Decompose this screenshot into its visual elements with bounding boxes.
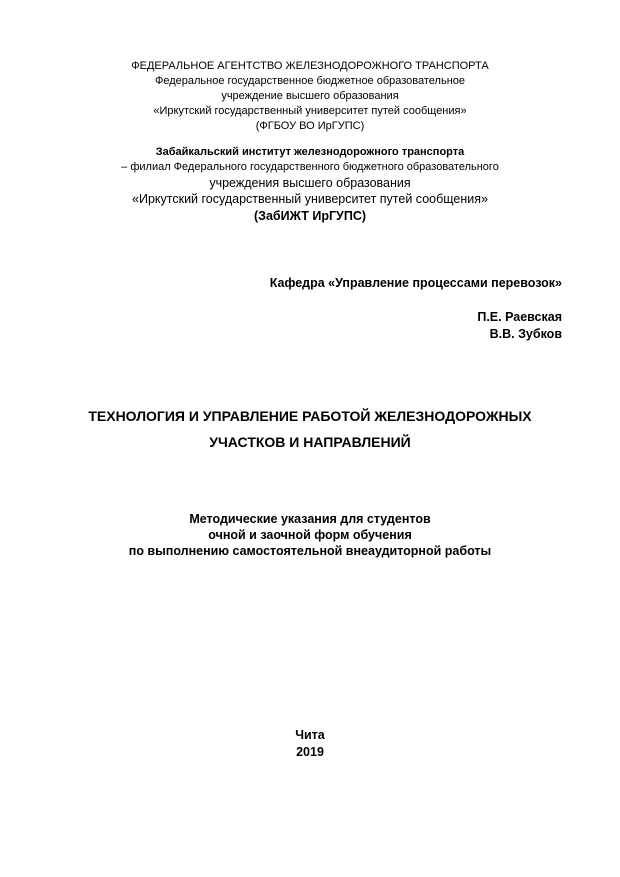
institute-line: – филиал Федерального государственного бюджетного образовательного (121, 161, 499, 173)
institute-line: учреждения высшего образования (209, 176, 411, 190)
institute-title: Забайкальский институт железнодорожного транспорта (155, 146, 465, 158)
department-name: Кафедра «Управление процессами перевозок» (269, 276, 562, 290)
city: Чита (295, 728, 325, 742)
org-type-line: Федеральное государственное бюджетное образовательное (154, 75, 466, 87)
author-name: В.В. Зубков (489, 327, 562, 341)
document-title: ТЕХНОЛОГИЯ И УПРАВЛЕНИЕ РАБОТОЙ ЖЕЛЕЗНОДОРОЖНЫХ (88, 408, 532, 424)
year: 2019 (296, 745, 324, 759)
institute-university: «Иркутский государственный университет путей сообщения» (132, 192, 488, 206)
university-name: «Иркутский государственный университет путей сообщения» (153, 105, 467, 117)
author-name: П.Е. Раевская (477, 310, 562, 324)
document-subtitle: очной и заочной форм обучения (208, 528, 412, 542)
document-subtitle: по выполнению самостоятельной внеаудиторной работы (128, 544, 492, 558)
org-type-line: учреждение высшего образования (221, 90, 399, 102)
university-abbr: (ФГБОУ ВО ИрГУПС) (255, 120, 365, 132)
document-title: УЧАСТКОВ И НАПРАВЛЕНИЙ (209, 434, 411, 450)
document-subtitle: Методические указания для студентов (189, 512, 431, 526)
institute-abbr: (ЗабИЖТ ИрГУПС) (253, 209, 367, 223)
agency-name: ФЕДЕРАЛЬНОЕ АГЕНТСТВО ЖЕЛЕЗНОДОРОЖНОГО ТРАНСПОРТА (131, 60, 489, 72)
